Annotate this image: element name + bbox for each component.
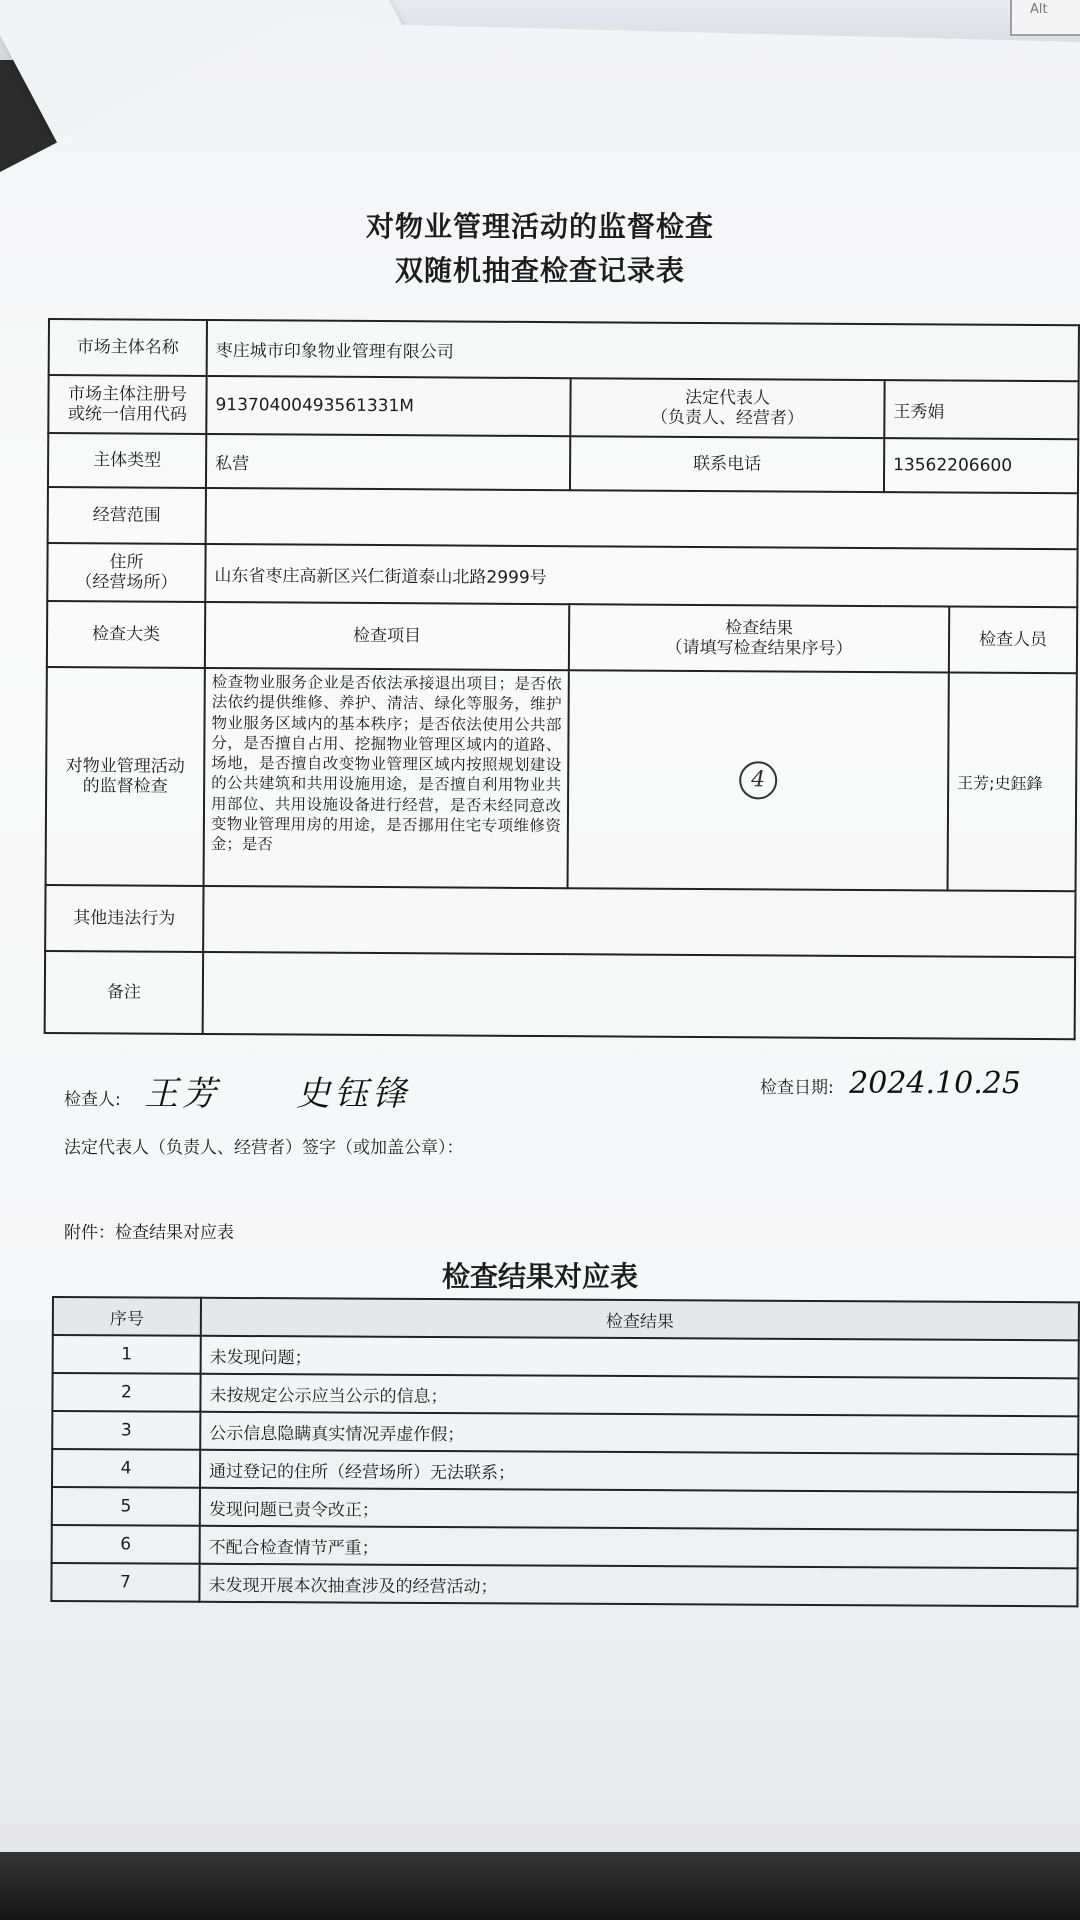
mapping-row bbox=[53, 1335, 1079, 1378]
col-category-header: 检查大类 bbox=[47, 601, 205, 668]
mapping-row-no: 4 bbox=[52, 1449, 200, 1488]
mapping-row-text: 发现问题已责令改正； bbox=[200, 1488, 1078, 1531]
inspection-record-table bbox=[44, 318, 1080, 1040]
document-title bbox=[0, 205, 1080, 293]
mapping-row bbox=[51, 1563, 1077, 1606]
inspectors-cell: 王芳;史鈺鋒 bbox=[948, 673, 1077, 892]
scope-value bbox=[206, 488, 1078, 549]
mapping-row-text: 未发现开展本次抽查涉及的经营活动； bbox=[199, 1564, 1077, 1607]
mapping-col-result: 检查结果 bbox=[201, 1298, 1079, 1341]
result-cell bbox=[568, 670, 949, 890]
row-entity-name bbox=[49, 319, 1079, 381]
mapping-col-no: 序号 bbox=[53, 1297, 201, 1336]
reg-no-label bbox=[48, 375, 206, 434]
reg-no-label-line1: 市场主体注册号 bbox=[67, 384, 188, 405]
reg-no-value: 91370400493561331M bbox=[206, 376, 570, 436]
legal-rep-label-line1: 法定代表人 bbox=[684, 387, 771, 409]
legal-rep-label-line2: （负责人、经营者） bbox=[650, 407, 804, 429]
row-address bbox=[47, 543, 1077, 607]
mapping-row-text: 公示信息隐瞒真实情况弄虚作假； bbox=[200, 1412, 1078, 1455]
row-column-headers bbox=[47, 601, 1077, 673]
mapping-row-text: 通过登记的住所（经营场所）无法联系； bbox=[200, 1450, 1078, 1493]
mapping-row bbox=[52, 1373, 1078, 1416]
mapping-row-no: 6 bbox=[52, 1525, 200, 1564]
category-cell bbox=[46, 667, 205, 886]
col-result-header-line1: 检查结果 bbox=[725, 618, 794, 639]
address-label-line2: （经营场所） bbox=[75, 572, 178, 593]
mapping-row bbox=[52, 1487, 1078, 1530]
inspection-items-cell: 检查物业服务企业是否依法承接退出项目；是否依法依约提供维修、养护、清洁、绿化等服务，维护物业服务区域内的基本秩序；是否依法使用公共部分，是否擅自占用、挖掘物业管理区域内的道路、场地，是否擅自改变物业管理区域内按照规划建设的公共建筑和共用设施用途，是否擅自利用物业共用部位、共用设施设备进行经营，是否未经同意改变物业管理用房的用途，是否挪用住宅专项维修资金；是否 bbox=[204, 668, 569, 888]
mapping-row-no: 2 bbox=[52, 1373, 200, 1412]
col-inspector-header: 检查人员 bbox=[949, 607, 1077, 674]
reg-no-label-line2: 或统一信用代码 bbox=[67, 404, 187, 425]
address-label bbox=[47, 543, 205, 602]
mapping-row-text: 未按规定公示应当公示的信息； bbox=[200, 1374, 1078, 1417]
attachment-label: 附件：检查结果对应表 bbox=[64, 1223, 234, 1243]
entity-name-value: 枣庄城市印象物业管理有限公司 bbox=[207, 320, 1079, 381]
mapping-header-row bbox=[53, 1297, 1079, 1340]
mapping-row bbox=[52, 1449, 1078, 1492]
row-inspection-entry bbox=[46, 667, 1077, 891]
mapping-row-no: 1 bbox=[53, 1335, 201, 1374]
inspection-date-handwritten: 2024.10.25 bbox=[849, 1066, 1021, 1101]
remarks-value bbox=[203, 952, 1075, 1039]
mapping-row-no: 7 bbox=[51, 1563, 199, 1602]
entity-type-label: 主体类型 bbox=[48, 433, 206, 488]
inspector-handwritten-names: 王芳 史钰锋 bbox=[144, 1074, 411, 1114]
row-other-violations bbox=[45, 885, 1075, 957]
entity-name-label: 市场主体名称 bbox=[49, 319, 207, 376]
row-entity-type bbox=[48, 433, 1078, 493]
table-surface-bottom bbox=[0, 1840, 1080, 1920]
date-label: 检查日期: bbox=[760, 1078, 834, 1098]
address-label-line1: 住所 bbox=[109, 552, 144, 573]
mapping-row-no: 3 bbox=[52, 1411, 200, 1450]
other-violations-label: 其他违法行为 bbox=[45, 885, 203, 952]
mapping-table-title: 检查结果对应表 bbox=[441, 1260, 638, 1293]
keyboard-key-label: Alt bbox=[1030, 2, 1048, 17]
legal-rep-signature-label: 法定代表人（负责人、经营者）签字（或加盖公章）： bbox=[64, 1138, 464, 1158]
col-item-header: 检查项目 bbox=[205, 602, 569, 670]
document-title-line1: 对物业管理活动的监督检查 bbox=[365, 210, 714, 243]
mapping-row-no: 5 bbox=[52, 1487, 200, 1526]
category-line1: 对物业管理活动 bbox=[65, 756, 185, 777]
scope-label: 经营范围 bbox=[48, 487, 206, 544]
document-title-line2: 双随机抽查检查记录表 bbox=[394, 254, 685, 287]
legal-rep-value: 王秀娟 bbox=[884, 380, 1078, 439]
legal-rep-label bbox=[570, 378, 884, 438]
phone-label: 联系电话 bbox=[570, 436, 884, 492]
category-line2: 的监督检查 bbox=[82, 776, 168, 797]
inspection-date-line bbox=[760, 1066, 1021, 1101]
row-registration bbox=[48, 375, 1078, 439]
phone-value: 13562206600 bbox=[884, 438, 1078, 493]
col-result-header bbox=[569, 604, 949, 672]
inspector-label: 检查人: bbox=[64, 1090, 121, 1110]
result-mapping-table bbox=[50, 1296, 1080, 1607]
keyboard-key bbox=[1010, 0, 1080, 36]
row-business-scope bbox=[48, 487, 1078, 549]
col-result-header-line2: （请填写检查结果序号） bbox=[665, 637, 853, 659]
inspector-signature-line bbox=[64, 1066, 410, 1115]
other-violations-value bbox=[203, 886, 1075, 957]
handwritten-result-mark: 4 bbox=[739, 761, 777, 799]
entity-type-value: 私营 bbox=[206, 434, 570, 490]
mapping-row bbox=[52, 1411, 1078, 1454]
mapping-row-text: 不配合检查情节严重； bbox=[200, 1526, 1078, 1569]
mapping-row bbox=[52, 1525, 1078, 1568]
address-value: 山东省枣庄高新区兴仁街道泰山北路2999号 bbox=[205, 544, 1077, 607]
mapping-row-text: 未发现问题； bbox=[201, 1336, 1079, 1379]
row-remarks bbox=[45, 951, 1075, 1039]
remarks-label: 备注 bbox=[45, 951, 203, 1034]
